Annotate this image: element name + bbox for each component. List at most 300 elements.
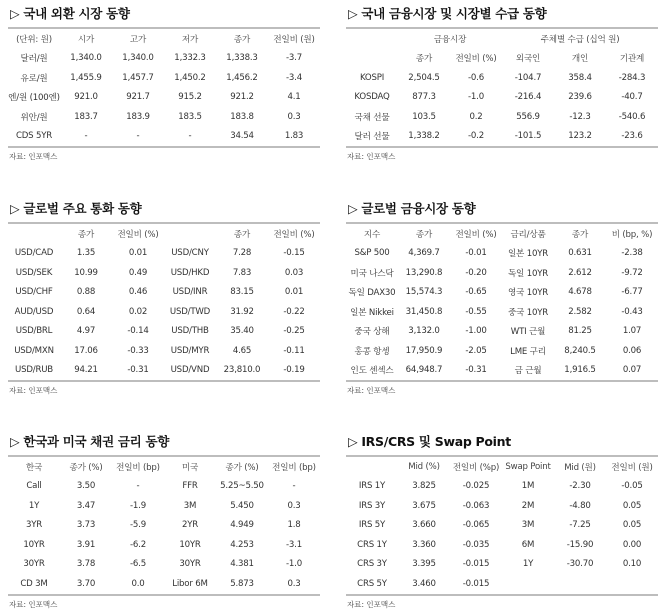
column-header: 전일비 (원) xyxy=(273,34,315,45)
row-label: 미국 나스닥 xyxy=(350,268,394,279)
cell-value: USD/HKD xyxy=(170,267,210,278)
table-row xyxy=(346,477,658,497)
cell-value: USD/VND xyxy=(170,365,210,376)
row-label: 10YR xyxy=(23,539,45,550)
cell-value: 7.83 xyxy=(232,267,252,278)
cell-value: 30YR xyxy=(179,559,201,570)
cell-value: 0.631 xyxy=(568,248,592,259)
cell-value: 13,290.8 xyxy=(405,267,443,278)
cell-value: 0.10 xyxy=(622,559,642,570)
cell-value: -40.7 xyxy=(621,92,643,103)
row-label: USD/RUB xyxy=(14,365,53,376)
cell-value: 103.5 xyxy=(412,111,436,122)
cell-value: -1.0 xyxy=(468,92,484,103)
column-header: 시가 xyxy=(77,34,95,45)
cell-value: - xyxy=(84,131,88,142)
table-row xyxy=(346,88,658,108)
cell-value: -2.30 xyxy=(569,481,591,492)
cell-value: -0.33 xyxy=(127,345,149,356)
table-row xyxy=(8,127,320,148)
cell-value: -7.25 xyxy=(569,520,591,531)
cell-value: 0.01 xyxy=(284,287,304,298)
column-header: 지수 xyxy=(363,229,381,240)
cell-value: 영국 10YR xyxy=(507,288,549,299)
cell-value: 3.395 xyxy=(412,559,436,570)
row-label: 홍콩 항셍 xyxy=(354,346,390,357)
section-title-text: 글로벌 금융시장 동향 xyxy=(361,201,476,216)
cell-value: Libor 6M xyxy=(172,578,208,589)
cell-value xyxy=(502,574,554,595)
cell-value: 1.35 xyxy=(76,248,96,259)
row-label: USD/MXN xyxy=(14,345,54,356)
cell-value: 915.2 xyxy=(178,92,202,103)
cell-value: 81.25 xyxy=(568,326,592,337)
cell-value: 0.3 xyxy=(287,578,301,589)
cell-value: 1,456.2 xyxy=(226,72,258,83)
cell-value: 2.582 xyxy=(568,306,592,317)
cell-value: 0.01 xyxy=(128,248,148,259)
cell-value: -1.9 xyxy=(130,500,146,511)
table-row xyxy=(346,496,658,516)
cell-value: 31,450.8 xyxy=(405,306,443,317)
column-header: 종가 xyxy=(415,229,433,240)
cell-value: -216.4 xyxy=(514,92,542,103)
cell-value: -1.00 xyxy=(465,326,487,337)
cell-value: 4,369.7 xyxy=(408,248,440,259)
data-table xyxy=(8,27,320,148)
cell-value: 1,338.2 xyxy=(408,131,440,142)
column-header: 전일비 (bp) xyxy=(272,462,316,473)
cell-value: 1,457.7 xyxy=(122,72,154,83)
data-table xyxy=(346,222,658,382)
column-header: 전일비 (%) xyxy=(455,54,497,65)
source-note: 자료: 인포맥스 xyxy=(347,152,396,161)
cell-value: 5.450 xyxy=(230,500,254,511)
row-label: 국채 선물 xyxy=(354,112,390,123)
table-row xyxy=(8,574,320,595)
cell-value: 2YR xyxy=(181,520,199,531)
table-row xyxy=(8,107,320,127)
cell-value xyxy=(554,574,606,595)
cell-value: 83.15 xyxy=(230,287,254,298)
column-header: 외국인 xyxy=(515,54,541,65)
triangle-icon: ▷ xyxy=(348,434,358,449)
cell-value: -0.43 xyxy=(621,306,643,317)
cell-value: 금 근월 xyxy=(514,366,542,377)
row-label: IRS 5Y xyxy=(358,520,386,531)
cell-value: -30.70 xyxy=(566,559,594,570)
section-title xyxy=(346,433,658,455)
column-header: 종가 xyxy=(233,229,251,240)
cell-value: -23.6 xyxy=(621,131,643,142)
column-header: 전일비 (bp) xyxy=(116,462,160,473)
table-row xyxy=(8,68,320,88)
cell-value: -0.15 xyxy=(283,248,305,259)
row-label: 중국 상해 xyxy=(354,327,390,338)
header-group-cell: 주체별 수급 (십억 원) xyxy=(540,34,620,45)
cell-value: -3.7 xyxy=(286,53,302,64)
cell-value: 3M xyxy=(183,500,197,511)
cell-value: -6.77 xyxy=(621,287,643,298)
cell-value: -0.05 xyxy=(621,481,643,492)
column-header xyxy=(346,456,398,477)
column-header: 비 (bp, %) xyxy=(611,229,653,240)
cell-value: -0.55 xyxy=(465,306,487,317)
header-row xyxy=(346,456,658,477)
section-title-text: 국내 외환 시장 동향 xyxy=(23,6,130,21)
cell-value: 31.92 xyxy=(230,306,254,317)
cell-value: USD/MYR xyxy=(170,345,210,356)
row-label: USD/CHF xyxy=(15,287,53,298)
cell-value: -0.22 xyxy=(283,306,305,317)
cell-value: 5.873 xyxy=(230,578,254,589)
cell-value: -3.4 xyxy=(286,72,302,83)
column-header: 미국 xyxy=(181,462,199,473)
cell-value: 2M xyxy=(521,500,535,511)
column-header: 종가 (%) xyxy=(69,462,103,473)
table-row xyxy=(8,516,320,536)
cell-value: -6.2 xyxy=(130,539,146,550)
cell-value: -0.015 xyxy=(462,578,490,589)
table-row xyxy=(346,322,658,342)
cell-value: -0.025 xyxy=(462,481,490,492)
column-header xyxy=(8,223,60,244)
cell-value: -101.5 xyxy=(514,131,542,142)
cell-value: 0.46 xyxy=(128,287,148,298)
row-label: IRS 3Y xyxy=(358,500,386,511)
row-label: 3YR xyxy=(25,520,43,531)
cell-value: -12.3 xyxy=(569,111,591,122)
cell-value: 1.83 xyxy=(284,131,304,142)
source-note: 자료: 인포맥스 xyxy=(347,386,396,395)
source-note: 자료: 인포맥스 xyxy=(9,386,58,395)
cell-value: 3.675 xyxy=(412,500,436,511)
column-header xyxy=(346,49,398,69)
cell-value: 1M xyxy=(521,481,535,492)
cell-value: -4.80 xyxy=(569,500,591,511)
cell-value: 3.70 xyxy=(76,578,96,589)
cell-value: 1,332.3 xyxy=(174,53,206,64)
section-title xyxy=(8,200,320,222)
header-group-row xyxy=(346,28,658,49)
cell-value: - xyxy=(188,131,192,142)
cell-value: 3.91 xyxy=(76,539,96,550)
cell-value: 1Y xyxy=(522,559,534,570)
row-label: CD 3M xyxy=(20,578,48,589)
table-row xyxy=(346,127,658,148)
table-row xyxy=(8,361,320,382)
header-row xyxy=(8,456,320,477)
panel-domestic-financial-market xyxy=(346,5,658,162)
cell-value: -284.3 xyxy=(618,72,646,83)
cell-value: USD/CNY xyxy=(171,248,209,259)
cell-value: 0.00 xyxy=(622,539,642,550)
table-row xyxy=(8,244,320,264)
table-row xyxy=(8,263,320,283)
cell-value: 358.4 xyxy=(568,72,592,83)
triangle-icon: ▷ xyxy=(10,434,20,449)
row-label: KOSDAQ xyxy=(354,92,390,103)
column-header: 금리/상품 xyxy=(510,229,546,240)
cell-value: -0.2 xyxy=(468,131,484,142)
table-row xyxy=(346,516,658,536)
cell-value: 일본 10YR xyxy=(507,249,549,260)
table-row xyxy=(346,244,658,264)
cell-value: 877.3 xyxy=(412,92,436,103)
cell-value: -0.6 xyxy=(468,72,484,83)
cell-value: 34.54 xyxy=(230,131,254,142)
cell-value: -0.20 xyxy=(465,267,487,278)
table-row xyxy=(346,555,658,575)
cell-value: 3.73 xyxy=(76,520,96,531)
section-title-text: IRS/CRS 및 Swap Point xyxy=(361,434,511,449)
triangle-icon: ▷ xyxy=(348,6,358,21)
table-row xyxy=(8,88,320,108)
column-header: 전일비 (%) xyxy=(273,229,315,240)
panel-global-currency xyxy=(8,200,320,396)
row-label: 달러/원 xyxy=(20,54,48,65)
cell-value: 1,340.0 xyxy=(122,53,154,64)
cell-value: -0.01 xyxy=(465,248,487,259)
cell-value: -0.015 xyxy=(462,559,490,570)
row-label: S&P 500 xyxy=(354,248,390,259)
cell-value: 1.07 xyxy=(622,326,642,337)
row-label: 인도 센섹스 xyxy=(350,366,394,377)
cell-value: -540.6 xyxy=(618,111,646,122)
cell-value: - xyxy=(292,481,296,492)
row-label: KOSPI xyxy=(359,72,385,83)
cell-value: USD/TWD xyxy=(169,306,211,317)
triangle-icon: ▷ xyxy=(10,6,20,21)
panel-irs-crs-swap xyxy=(346,433,658,610)
header-group-cell: 금융시장 xyxy=(433,34,467,45)
cell-value: 239.6 xyxy=(568,92,592,103)
cell-value: 3.360 xyxy=(412,539,436,550)
cell-value: 3.47 xyxy=(76,500,96,511)
cell-value: -9.72 xyxy=(621,267,643,278)
cell-value: 0.02 xyxy=(128,306,148,317)
cell-value: -0.063 xyxy=(462,500,490,511)
cell-value: 8,240.5 xyxy=(564,345,596,356)
section-title-text: 국내 금융시장 및 시장별 수급 동향 xyxy=(361,6,547,21)
column-header: Mid (%) xyxy=(408,461,440,472)
cell-value: 15,574.3 xyxy=(405,287,443,298)
section-title-text: 한국과 미국 채권 금리 동향 xyxy=(23,434,170,449)
column-header: 전일비 (원) xyxy=(611,462,653,473)
header-group-cell xyxy=(346,28,398,49)
section-title xyxy=(346,200,658,222)
section-title xyxy=(8,433,320,455)
section-title-text: 글로벌 주요 통화 동향 xyxy=(23,201,142,216)
column-header: 전일비 (%p) xyxy=(452,462,500,473)
cell-value: 64,948.7 xyxy=(405,365,443,376)
cell-value: -0.065 xyxy=(462,520,490,531)
cell-value: 183.8 xyxy=(230,111,254,122)
data-table xyxy=(346,455,658,596)
cell-value: 4.97 xyxy=(76,326,96,337)
cell-value: 중국 10YR xyxy=(507,307,549,318)
cell-value: -15.90 xyxy=(566,539,594,550)
panel-domestic-fx xyxy=(8,5,320,162)
row-label: 위안/원 xyxy=(20,112,48,123)
column-header: 전일비 (%) xyxy=(455,229,497,240)
column-header xyxy=(164,223,216,244)
cell-value: 921.2 xyxy=(230,92,254,103)
cell-value: 0.49 xyxy=(128,267,148,278)
cell-value: 17.06 xyxy=(74,345,98,356)
cell-value: 2.612 xyxy=(568,267,592,278)
row-label: USD/CAD xyxy=(14,248,54,259)
cell-value: 3.660 xyxy=(412,520,436,531)
data-table xyxy=(346,27,658,148)
cell-value: 3.50 xyxy=(76,481,96,492)
cell-value: -2.05 xyxy=(465,345,487,356)
table-row xyxy=(8,496,320,516)
cell-value: 183.9 xyxy=(126,111,150,122)
cell-value: 3.460 xyxy=(412,578,436,589)
cell-value: 3.78 xyxy=(76,559,96,570)
header-row xyxy=(346,223,658,244)
table-row xyxy=(346,283,658,303)
cell-value: 35.40 xyxy=(230,326,254,337)
cell-value: 0.2 xyxy=(469,111,483,122)
row-label: CDS 5YR xyxy=(15,131,53,142)
row-label: AUD/USD xyxy=(14,306,54,317)
table-row xyxy=(346,68,658,88)
cell-value: 2,504.5 xyxy=(408,72,440,83)
cell-value: -0.14 xyxy=(127,326,149,337)
row-label: 유로/원 xyxy=(20,73,48,84)
table-row xyxy=(346,302,658,322)
header-row xyxy=(346,49,658,69)
cell-value: -3.1 xyxy=(286,539,302,550)
cell-value: 0.07 xyxy=(622,365,642,376)
source-note: 자료: 인포맥스 xyxy=(9,152,58,161)
cell-value: 7.28 xyxy=(232,248,252,259)
table-row xyxy=(8,341,320,361)
table-row xyxy=(346,361,658,382)
cell-value: 0.05 xyxy=(622,500,642,511)
cell-value: 0.3 xyxy=(287,500,301,511)
column-header: 전일비 (%) xyxy=(117,229,159,240)
cell-value: -0.65 xyxy=(465,287,487,298)
row-label: 1Y xyxy=(28,500,40,511)
cell-value: - xyxy=(136,481,140,492)
cell-value: 0.05 xyxy=(622,520,642,531)
cell-value: -5.9 xyxy=(130,520,146,531)
triangle-icon: ▷ xyxy=(348,201,358,216)
cell-value: -0.25 xyxy=(283,326,305,337)
cell-value: LME 구리 xyxy=(510,346,546,357)
row-label: 달러 선물 xyxy=(354,132,390,143)
cell-value: FFR xyxy=(182,481,198,492)
cell-value: 1,455.9 xyxy=(70,72,102,83)
row-label: Call xyxy=(26,481,42,492)
column-header: 개인 xyxy=(571,54,589,65)
cell-value: 10.99 xyxy=(74,267,98,278)
header-row xyxy=(8,223,320,244)
table-row xyxy=(8,535,320,555)
cell-value: 23,810.0 xyxy=(223,365,261,376)
cell-value: -0.035 xyxy=(462,539,490,550)
cell-value: 0.06 xyxy=(622,345,642,356)
section-title xyxy=(8,5,320,27)
cell-value: 0.88 xyxy=(76,287,96,298)
row-label: USD/BRL xyxy=(15,326,53,337)
row-label: 일본 Nikkei xyxy=(350,307,394,318)
cell-value: 3.825 xyxy=(412,481,436,492)
cell-value: -0.31 xyxy=(127,365,149,376)
row-label: 독일 DAX30 xyxy=(348,288,396,299)
cell-value: 17,950.9 xyxy=(405,345,443,356)
cell-value: 4.381 xyxy=(230,559,254,570)
cell-value: 123.2 xyxy=(568,131,592,142)
cell-value: USD/THB xyxy=(171,326,209,337)
row-label: CRS 3Y xyxy=(357,559,387,570)
cell-value: 4.253 xyxy=(230,539,254,550)
table-row xyxy=(346,263,658,283)
table-row xyxy=(346,535,658,555)
column-header: 종가 xyxy=(571,229,589,240)
cell-value: -6.5 xyxy=(130,559,146,570)
column-header: 저가 xyxy=(181,34,199,45)
table-row xyxy=(8,302,320,322)
cell-value: -1.0 xyxy=(286,559,302,570)
cell-value: 1,340.0 xyxy=(70,53,102,64)
column-header: Mid (원) xyxy=(564,462,596,473)
cell-value: 4.65 xyxy=(232,345,252,356)
row-label: CRS 5Y xyxy=(357,578,387,589)
table-row xyxy=(8,49,320,69)
data-table xyxy=(8,455,320,596)
cell-value: -0.31 xyxy=(465,365,487,376)
cell-value: 1,916.5 xyxy=(564,365,596,376)
cell-value: 0.0 xyxy=(131,578,145,589)
row-label: 엔/원 (100엔) xyxy=(8,93,60,104)
cell-value: 4.1 xyxy=(287,92,301,103)
data-table xyxy=(8,222,320,382)
cell-value: 0.03 xyxy=(284,267,304,278)
cell-value: 3M xyxy=(521,520,535,531)
panel-kr-us-bond-rates xyxy=(8,433,320,610)
table-row xyxy=(346,341,658,361)
cell-value: 4.678 xyxy=(568,287,592,298)
column-header: 기관계 xyxy=(619,54,645,65)
cell-value: 183.5 xyxy=(178,111,202,122)
cell-value: 921.7 xyxy=(126,92,150,103)
table-row xyxy=(346,107,658,127)
cell-value: 독일 10YR xyxy=(507,268,549,279)
cell-value: 4.949 xyxy=(230,520,254,531)
column-header: 한국 xyxy=(25,462,43,473)
cell-value: 5.25~5.50 xyxy=(220,481,264,492)
cell-value: -2.38 xyxy=(621,248,643,259)
source-note: 자료: 인포맥스 xyxy=(347,599,396,609)
cell-value: 0.3 xyxy=(287,111,301,122)
cell-value: 1,338.3 xyxy=(226,53,258,64)
column-header: Swap Point xyxy=(505,461,551,472)
row-label: 30YR xyxy=(23,559,45,570)
cell-value: 94.21 xyxy=(74,365,98,376)
cell-value: USD/INR xyxy=(172,287,208,298)
cell-value: 3,132.0 xyxy=(408,326,440,337)
column-header: 종가 xyxy=(415,54,433,65)
table-row xyxy=(8,322,320,342)
cell-value xyxy=(606,574,658,595)
cell-value: - xyxy=(136,131,140,142)
column-header: (단위: 원) xyxy=(16,34,52,45)
row-label: USD/SEK xyxy=(15,267,53,278)
